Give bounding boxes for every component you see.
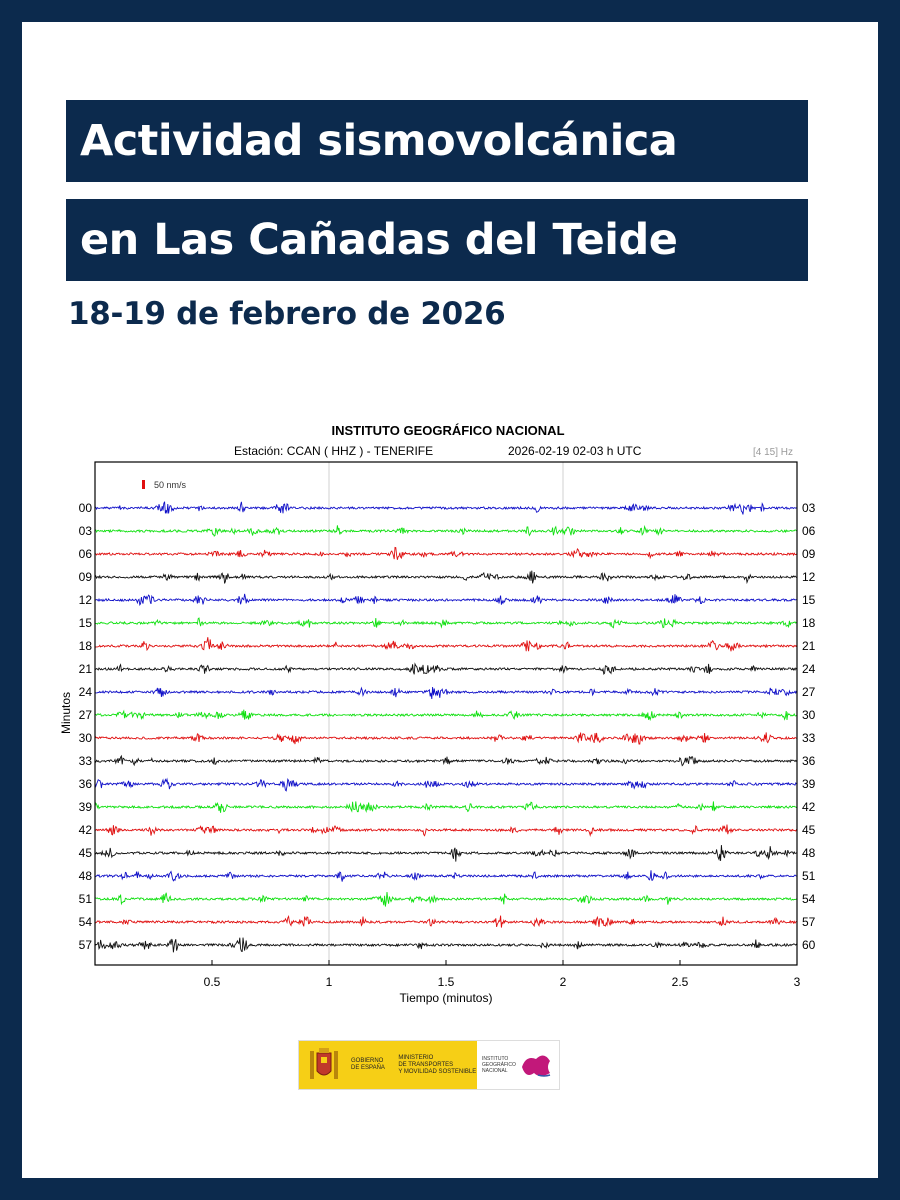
left-minute-label: 03	[78, 524, 92, 538]
right-minute-label: 03	[802, 501, 816, 515]
plot-frame	[95, 462, 797, 965]
left-minute-label: 00	[78, 501, 92, 515]
x-tick-label: 2	[559, 975, 567, 989]
left-minute-label: 09	[78, 570, 92, 584]
gov-text	[351, 1058, 390, 1072]
right-minute-label: 57	[802, 915, 816, 929]
left-minute-label: 42	[78, 823, 92, 837]
filter-label: [4 15] Hz	[753, 447, 794, 458]
ign-logo-block	[477, 1041, 559, 1089]
ign-line-2: GEOGRÁFICO	[482, 1062, 516, 1068]
x-axis-ticks	[204, 960, 801, 989]
ministry-text	[398, 1055, 477, 1076]
x-tick-label: 1	[325, 975, 333, 989]
seismic-trace	[95, 892, 797, 907]
seismic-trace	[95, 502, 797, 515]
right-minute-label: 21	[802, 639, 816, 653]
seismic-trace	[95, 594, 797, 605]
chart-title: INSTITUTO GEOGRÁFICO NACIONAL	[331, 423, 565, 438]
station-label: Estación: CCAN ( HHZ ) - TENERIFE	[234, 444, 434, 458]
scale-bar	[142, 480, 145, 489]
ign-line-3: NACIONAL	[482, 1068, 508, 1074]
seismic-trace	[95, 732, 797, 744]
right-minute-label: 24	[802, 662, 816, 676]
right-minute-label: 42	[802, 800, 816, 814]
left-minute-label: 24	[78, 685, 92, 699]
seismic-trace	[95, 664, 797, 674]
right-minute-label: 48	[802, 846, 816, 860]
right-minute-label: 09	[802, 547, 816, 561]
right-minute-label: 30	[802, 708, 816, 722]
ign-line-1: INSTITUTO	[482, 1056, 509, 1062]
left-minute-label: 36	[78, 777, 92, 791]
seismic-trace	[95, 756, 797, 766]
gov-logo-block	[299, 1041, 477, 1089]
left-minute-label: 18	[78, 639, 92, 653]
y-axis-label: Minutos	[59, 691, 73, 735]
traces-layer	[95, 502, 797, 953]
ign-text	[482, 1056, 516, 1074]
seismic-trace	[95, 916, 797, 928]
right-minute-label: 45	[802, 823, 816, 837]
right-minute-label: 51	[802, 869, 816, 883]
left-minute-label: 06	[78, 547, 92, 561]
left-minute-label: 27	[78, 708, 92, 722]
right-minute-label: 18	[802, 616, 816, 630]
gov-line-1: GOBIERNO	[351, 1058, 384, 1064]
seismic-trace	[95, 845, 797, 862]
left-minute-label: 51	[78, 892, 92, 906]
seismic-trace	[95, 637, 797, 651]
right-minute-label: 06	[802, 524, 816, 538]
gov-line-2: DE ESPAÑA	[351, 1065, 385, 1071]
scale-label: 50 nm/s	[154, 480, 187, 490]
right-minute-label: 27	[802, 685, 816, 699]
x-tick-label: 3	[793, 975, 801, 989]
right-minute-label: 36	[802, 754, 816, 768]
seismic-trace	[95, 571, 797, 584]
seismic-trace	[95, 618, 797, 628]
seismic-trace	[95, 870, 797, 881]
right-minute-label: 60	[802, 938, 816, 952]
title-line-2: en Las Cañadas del Teide	[66, 199, 808, 281]
right-minute-label: 15	[802, 593, 816, 607]
seismic-trace	[95, 825, 797, 836]
seismic-trace	[95, 525, 797, 536]
left-minute-label: 57	[78, 938, 92, 952]
left-minute-label: 30	[78, 731, 92, 745]
right-minute-label: 54	[802, 892, 816, 906]
seismic-trace	[95, 779, 797, 791]
seismic-trace	[95, 938, 797, 953]
seismic-trace	[95, 801, 797, 812]
x-tick-label: 0.5	[203, 975, 221, 989]
x-tick-label: 1.5	[437, 975, 455, 989]
left-minute-labels	[79, 501, 93, 952]
left-minute-label: 39	[78, 800, 92, 814]
ign-emblem-icon	[516, 1045, 556, 1085]
datetime-label: 2026-02-19 02-03 h UTC	[508, 444, 642, 458]
right-minute-labels	[802, 501, 816, 952]
seismic-trace	[95, 687, 797, 699]
right-minute-label: 33	[802, 731, 816, 745]
seismic-trace	[95, 710, 797, 720]
right-minute-label: 39	[802, 777, 816, 791]
left-minute-label: 33	[78, 754, 92, 768]
left-minute-label: 54	[78, 915, 92, 929]
ministry-line-3: Y MOVILIDAD SOSTENIBLE	[398, 1068, 477, 1075]
seismic-trace	[95, 547, 797, 559]
left-minute-label: 12	[78, 593, 92, 607]
footer-logo	[298, 1040, 560, 1090]
x-tick-label: 2.5	[671, 975, 689, 989]
date-subtitle: 18-19 de febrero de 2026	[68, 296, 506, 332]
coat-of-arms-icon	[307, 1045, 341, 1085]
ministry-line-1: MINISTERIO	[398, 1054, 434, 1061]
left-minute-label: 21	[78, 662, 92, 676]
left-minute-label: 45	[78, 846, 92, 860]
right-minute-label: 12	[802, 570, 816, 584]
left-minute-label: 15	[78, 616, 92, 630]
title-line-1: Actividad sismovolcánica	[66, 100, 808, 182]
ministry-line-2: DE TRANSPORTES	[398, 1061, 454, 1068]
x-axis-label: Tiempo (minutos)	[399, 991, 493, 1005]
left-minute-label: 48	[78, 869, 92, 883]
